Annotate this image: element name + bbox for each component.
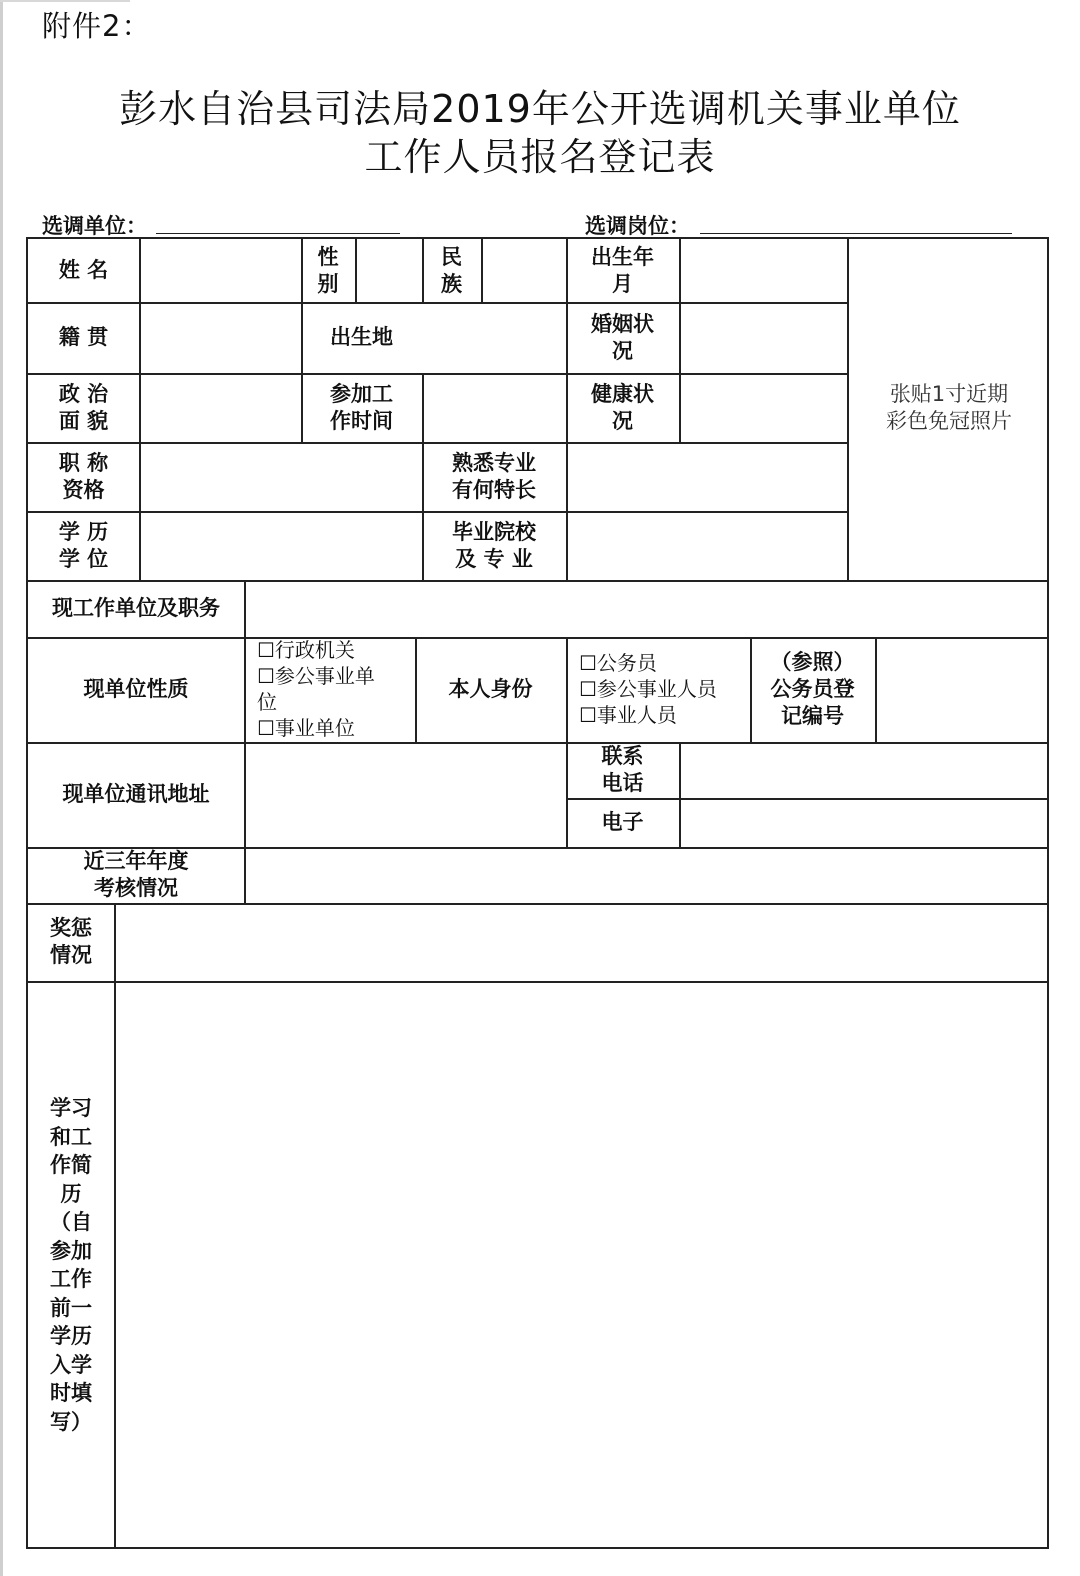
email-label: 电子 bbox=[601, 810, 644, 834]
grid-line bbox=[28, 981, 1049, 983]
specialty-label: 熟悉专业 有何特长 bbox=[452, 450, 536, 502]
resume-label: 学习 和工 作简 历 （自 参加 工作 前一 学历 入学 时填 写） bbox=[50, 1096, 92, 1434]
grid-line bbox=[114, 903, 116, 1549]
form-title-line1: 彭水自治县司法局2019年公开选调机关事业单位 bbox=[119, 87, 961, 131]
attachment-label: 附件2： bbox=[42, 9, 152, 43]
form-title-line2: 工作人员报名登记表 bbox=[364, 135, 716, 179]
political-status-label: 政 治 面 貌 bbox=[58, 381, 109, 433]
grid-line bbox=[355, 239, 357, 302]
post-label: 选调岗位： bbox=[585, 214, 690, 238]
phone-label: 联系 电话 bbox=[601, 744, 644, 795]
unit-nature-options[interactable]: ☐行政机关 ☐参公事业单 位 ☐事业单位 bbox=[257, 638, 375, 740]
identity-options[interactable]: ☐公务员 ☐参公事业人员 ☐事业人员 bbox=[579, 651, 717, 727]
grid-line bbox=[28, 373, 847, 375]
unit-label: 选调单位： bbox=[42, 214, 147, 238]
address-label: 现单位通讯地址 bbox=[62, 782, 210, 806]
post-underline[interactable] bbox=[700, 233, 1012, 234]
grid-line bbox=[679, 742, 681, 847]
current-unit-label: 现工作单位及职务 bbox=[52, 596, 220, 620]
assessment-label: 近三年年度 考核情况 bbox=[83, 849, 189, 900]
grid-line bbox=[28, 302, 847, 304]
school-major-label: 毕业院校 及 专 业 bbox=[452, 519, 536, 571]
native-place-label: 籍 贯 bbox=[58, 325, 109, 349]
health-label: 健康状 况 bbox=[591, 381, 654, 433]
page-edge-top bbox=[0, 0, 130, 2]
education-label: 学 历 学 位 bbox=[58, 519, 109, 571]
work-start-label: 参加工 作时间 bbox=[330, 381, 393, 433]
marital-status-label: 婚姻状 况 bbox=[591, 311, 654, 363]
birth-date-label: 出生年 月 bbox=[591, 244, 654, 296]
registration-form bbox=[26, 237, 1049, 1549]
unit-underline[interactable] bbox=[156, 233, 400, 234]
grid-line bbox=[28, 903, 1049, 905]
name-label: 姓 名 bbox=[58, 258, 109, 282]
rewards-label: 奖惩 情况 bbox=[50, 916, 92, 967]
grid-line bbox=[679, 239, 681, 442]
page-edge bbox=[0, 0, 3, 1576]
ethnicity-label: 民 族 bbox=[441, 244, 462, 296]
birthplace-label: 出生地 bbox=[330, 325, 393, 349]
grid-line bbox=[875, 637, 877, 742]
grid-line bbox=[244, 580, 246, 903]
civil-servant-no-label: （参照） 公务员登 记编号 bbox=[770, 650, 855, 728]
identity-label: 本人身份 bbox=[448, 677, 533, 701]
title-qualification-label: 职 称 资格 bbox=[58, 450, 109, 502]
gender-label: 性 别 bbox=[317, 244, 339, 296]
unit-nature-label: 现单位性质 bbox=[83, 677, 189, 701]
photo-placeholder[interactable]: 张贴1寸近期 彩色免冠照片 bbox=[886, 382, 1012, 433]
grid-line bbox=[139, 239, 141, 580]
grid-line bbox=[481, 239, 483, 302]
